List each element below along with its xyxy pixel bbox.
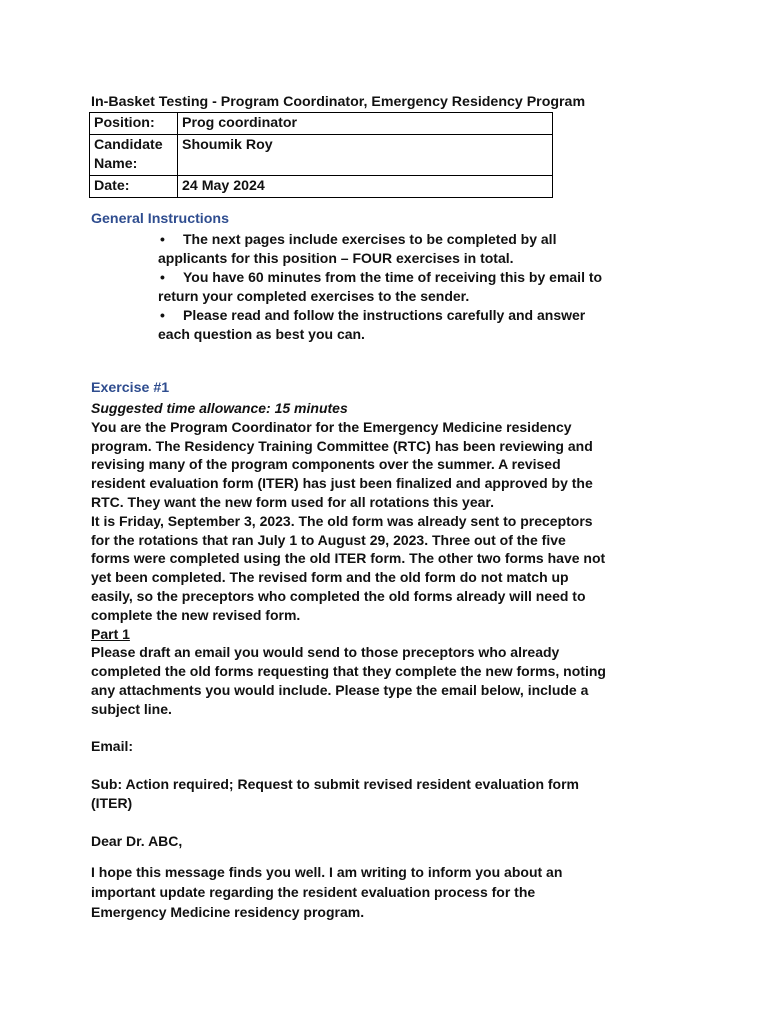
subject-line: (ITER) [91,794,133,811]
time-allowance: Suggested time allowance: 15 minutes [91,400,348,416]
table-row [90,135,553,176]
exercise-body [91,399,671,719]
table-row [90,113,553,135]
scenario-line: It is Friday, September 3, 2023. The old form was already sent to preceptors [91,512,593,529]
date-value: 24 May 2024 [178,176,553,198]
date-label: Date: [90,176,178,198]
list-item [158,306,678,344]
general-instructions-heading: General Instructions [91,211,229,227]
part-instruction-line: Please draft an email you would send to those preceptors who already [91,644,560,661]
scenario-line: program. The Residency Training Committee (RTC) has been reviewing and [91,437,593,454]
part-instruction-line: any attachments you would include. Please type the email below, include a [91,681,589,698]
list-item [158,268,678,306]
part-instruction-line: subject line. [91,700,172,717]
exercise-heading: Exercise #1 [91,380,170,396]
scenario-line: yet been completed. The revised form and the old form do not match up [91,569,569,586]
candidate-name-value: Shoumik Roy [178,135,553,176]
message-line: I hope this message finds you well. I am writing to inform you about an [91,864,563,880]
scenario-line: forms were completed using the old ITER form. The other two forms have not [91,550,606,567]
part-instruction-line: completed the old forms requesting that they complete the new forms, noting [91,663,606,680]
bullet-text: The next pages include exercises to be completed by all [183,231,557,247]
candidate-name-label [90,135,178,176]
position-value: Prog coordinator [178,113,553,135]
bullet-text: return your completed exercises to the sender. [158,288,470,304]
scenario-line: complete the new revised form. [91,606,301,623]
scenario-line: easily, so the preceptors who completed the old forms already will need to [91,587,586,604]
bullet-icon: • [160,307,165,323]
scenario-line: You are the Program Coordinator for the Emergency Medicine residency [91,418,572,435]
scenario-line: revising many of the program components over the summer. A revised [91,456,561,473]
bullet-text: applicants for this position – FOUR exercises in total. [158,250,514,266]
bullet-text: Please read and follow the instructions carefully and answer [183,307,586,323]
bullet-text: each question as best you can. [158,326,365,342]
email-message [91,862,671,922]
document-title: In-Basket Testing - Program Coordinator, Emergency Residency Program [91,94,586,110]
bullet-text: You have 60 minutes from the time of receiving this by email to [183,269,603,285]
subject-line: Sub: Action required; Request to submit revised resident evaluation form [91,776,580,792]
scenario-line: RTC. They want the new form used for all rotations this year. [91,493,494,510]
instruction-list [158,230,678,344]
bullet-icon: • [160,269,165,285]
bullet-icon: • [160,231,165,247]
candidate-label-line1: Candidate [94,137,163,153]
scenario-line: resident evaluation form (ITER) has just been finalized and approved by the [91,475,593,492]
email-subject [91,775,671,813]
message-line: Emergency Medicine residency program. [91,904,365,920]
scenario-line: for the rotations that ran July 1 to August 29, 2023. Three out of the five [91,531,566,548]
email-label: Email: [91,738,134,754]
candidate-info-table [89,112,553,198]
position-label: Position: [90,113,178,135]
candidate-label-line2: Name: [94,156,138,172]
list-item [158,230,678,268]
table-row [90,176,553,198]
email-greeting: Dear Dr. ABC, [91,833,183,849]
part-label: Part 1 [91,625,130,642]
message-line: important update regarding the resident evaluation process for the [91,884,536,900]
